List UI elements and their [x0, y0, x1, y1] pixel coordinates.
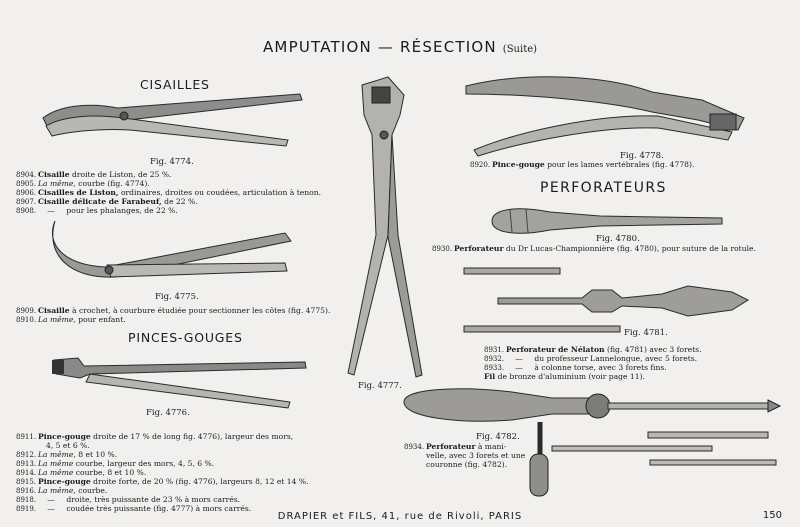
entry-name: La même, — [38, 486, 76, 495]
fig-4776-caption: Fig. 4776. — [146, 408, 190, 418]
entry-name: Pince-gouge — [38, 477, 91, 486]
page-title — [0, 38, 800, 56]
entry-name: La même, — [38, 315, 76, 324]
entry-number: 8918. — [16, 496, 37, 504]
entry-dash: — — [515, 363, 523, 372]
entry-name: La même — [38, 468, 74, 477]
entry-number: 8914. — [16, 469, 37, 477]
entry-text: à mani- — [475, 442, 507, 451]
entry-text: droite, très puissante de 23 % à mors carrés. — [64, 495, 241, 504]
entry-number: 8932. — [484, 355, 505, 363]
entry-text: 8 et 10 %. — [75, 450, 118, 459]
entry-text: courbe. — [75, 486, 108, 495]
entry-text: du Dr Lucas-Championnière (fig. 4780), pour suture de la rotule. — [503, 244, 756, 253]
fig-4778-caption: Fig. 4778. — [620, 151, 664, 161]
entry-text: (fig. 4781) avec 3 forets. — [604, 345, 702, 354]
page-number: 150 — [762, 510, 782, 521]
entry-number: 8910. — [16, 316, 37, 324]
heading-cisailles: CISAILLES — [140, 77, 210, 92]
entry-dash: — — [47, 504, 55, 513]
fig-4780-caption: Fig. 4780. — [596, 234, 640, 244]
entry-8934-cont: velle, avec 3 forets et une — [426, 451, 526, 460]
entry-number: 8916. — [16, 487, 37, 495]
entry-name: La même, — [38, 450, 76, 459]
entry-text: de 22 %. — [161, 197, 198, 206]
entry-text: à crochet, à courbure étudiée pour sectionner les côtes (fig. 4775). — [69, 306, 331, 315]
entry-number: 8907. — [16, 198, 37, 206]
perforateur-nelaton-illustration — [462, 264, 752, 340]
entry-name: Perforateur — [454, 244, 504, 253]
fig-4774-caption: Fig. 4774. — [150, 157, 194, 167]
entry-number: 8909. — [16, 307, 37, 315]
entry-number: 8919. — [16, 505, 37, 513]
entry-name: Perforateur — [426, 442, 476, 451]
heading-pinces-gouges: PINCES-GOUGES — [128, 330, 243, 345]
entry-number: 8908. — [16, 207, 37, 215]
entry-name: Pince-gouge — [38, 432, 91, 441]
footer-publisher: DRAPIER et FILS, 41, rue de Rivoli, PARIS — [277, 511, 523, 522]
fig-4782-caption: Fig. 4782. — [476, 432, 520, 442]
entry-text: de bronze d'aluminium (voir page 11). — [495, 372, 645, 381]
entry-number: 8904. — [16, 171, 37, 179]
entry-number: 8911. — [16, 433, 37, 441]
entry-8911-cont: 4, 5 et 6 %. — [46, 441, 90, 450]
entry-text: pour les lames vertébrales (fig. 4778). — [544, 160, 695, 169]
entry-number: 8931. — [484, 346, 505, 354]
cisaille-illustration — [38, 88, 308, 158]
entry-number: 8934. — [404, 443, 425, 451]
cisaille-crochet-illustration — [45, 215, 300, 295]
entry-number: 8912. — [16, 451, 37, 459]
entry-name: Cisaille — [38, 306, 70, 315]
entry-text: pour enfant. — [75, 315, 126, 324]
entry-text: courbe, largeur des mors, 4, 5, 6 %. — [73, 459, 215, 468]
entry-text: courbe (fig. 4774). — [75, 179, 150, 188]
entry-text: coudée très puissante (fig. 4777) à mors carrés. — [64, 504, 252, 513]
title-text: AMPUTATION — RÉSECTION — [262, 38, 497, 56]
entry-text: courbe, 8 et 10 %. — [73, 468, 147, 477]
entry-name: La même — [38, 459, 74, 468]
entry-text: droite de 17 % de long fig. 4776), largeur des mors, — [90, 432, 294, 441]
entry-name: Perforateur de Nélaton — [506, 345, 605, 354]
entry-dash: — — [47, 495, 55, 504]
entry-number: 8913. — [16, 460, 37, 468]
entry-dash: — — [47, 206, 55, 215]
entry-8930 — [432, 244, 756, 254]
entry-name: La même, — [38, 179, 76, 188]
entry-name: Pince-gouge — [492, 160, 545, 169]
entry-text: du professeur Lannelongue, avec 5 forets. — [532, 354, 698, 363]
pince-gouge-illustration — [50, 352, 310, 412]
entry-dash: — — [515, 354, 523, 363]
pince-gouge-coudee-illustration — [342, 75, 432, 385]
entry-text: droite forte, de 20 % (fig. 4776), largeurs 8, 12 et 14 %. — [90, 477, 309, 486]
entry-number: 8920. — [470, 161, 491, 169]
entry-number: 8906. — [16, 189, 37, 197]
entry-number: 8905. — [16, 180, 37, 188]
entry-text: pour les phalanges, de 22 %. — [64, 206, 178, 215]
entry-number: 8915. — [16, 478, 37, 486]
fig-4777-caption: Fig. 4777. — [358, 381, 402, 391]
entry-8934-cont2: couronne (fig. 4782). — [426, 460, 508, 469]
entry-text: à colonne torse, avec 3 forets fins. — [532, 363, 667, 372]
entry-number: 8930. — [432, 245, 453, 253]
heading-perforateurs: PERFORATEURS — [540, 180, 667, 196]
entry-number: 8933. — [484, 364, 505, 372]
pince-gouge-vertebrale-illustration — [462, 70, 752, 155]
fig-4775-caption: Fig. 4775. — [155, 292, 199, 302]
title-suite: (Suite) — [502, 44, 538, 55]
fig-4781-caption: Fig. 4781. — [624, 328, 668, 338]
entry-text: droite de Liston, de 25 %. — [69, 170, 172, 179]
entry-name: Cisailles de Liston, — [38, 188, 119, 197]
entry-8920 — [470, 160, 694, 170]
entry-name: Fil — [484, 372, 496, 381]
perforateur-illustration — [490, 204, 730, 238]
entry-name: Cisaille — [38, 170, 70, 179]
entry-text: ordinaires, droites ou coudées, articulation à tenon. — [118, 188, 322, 197]
entry-name: Cisaille délicate de Farabeuf, — [38, 197, 162, 206]
entry-fil — [484, 372, 645, 381]
entry-8910 — [16, 315, 126, 325]
